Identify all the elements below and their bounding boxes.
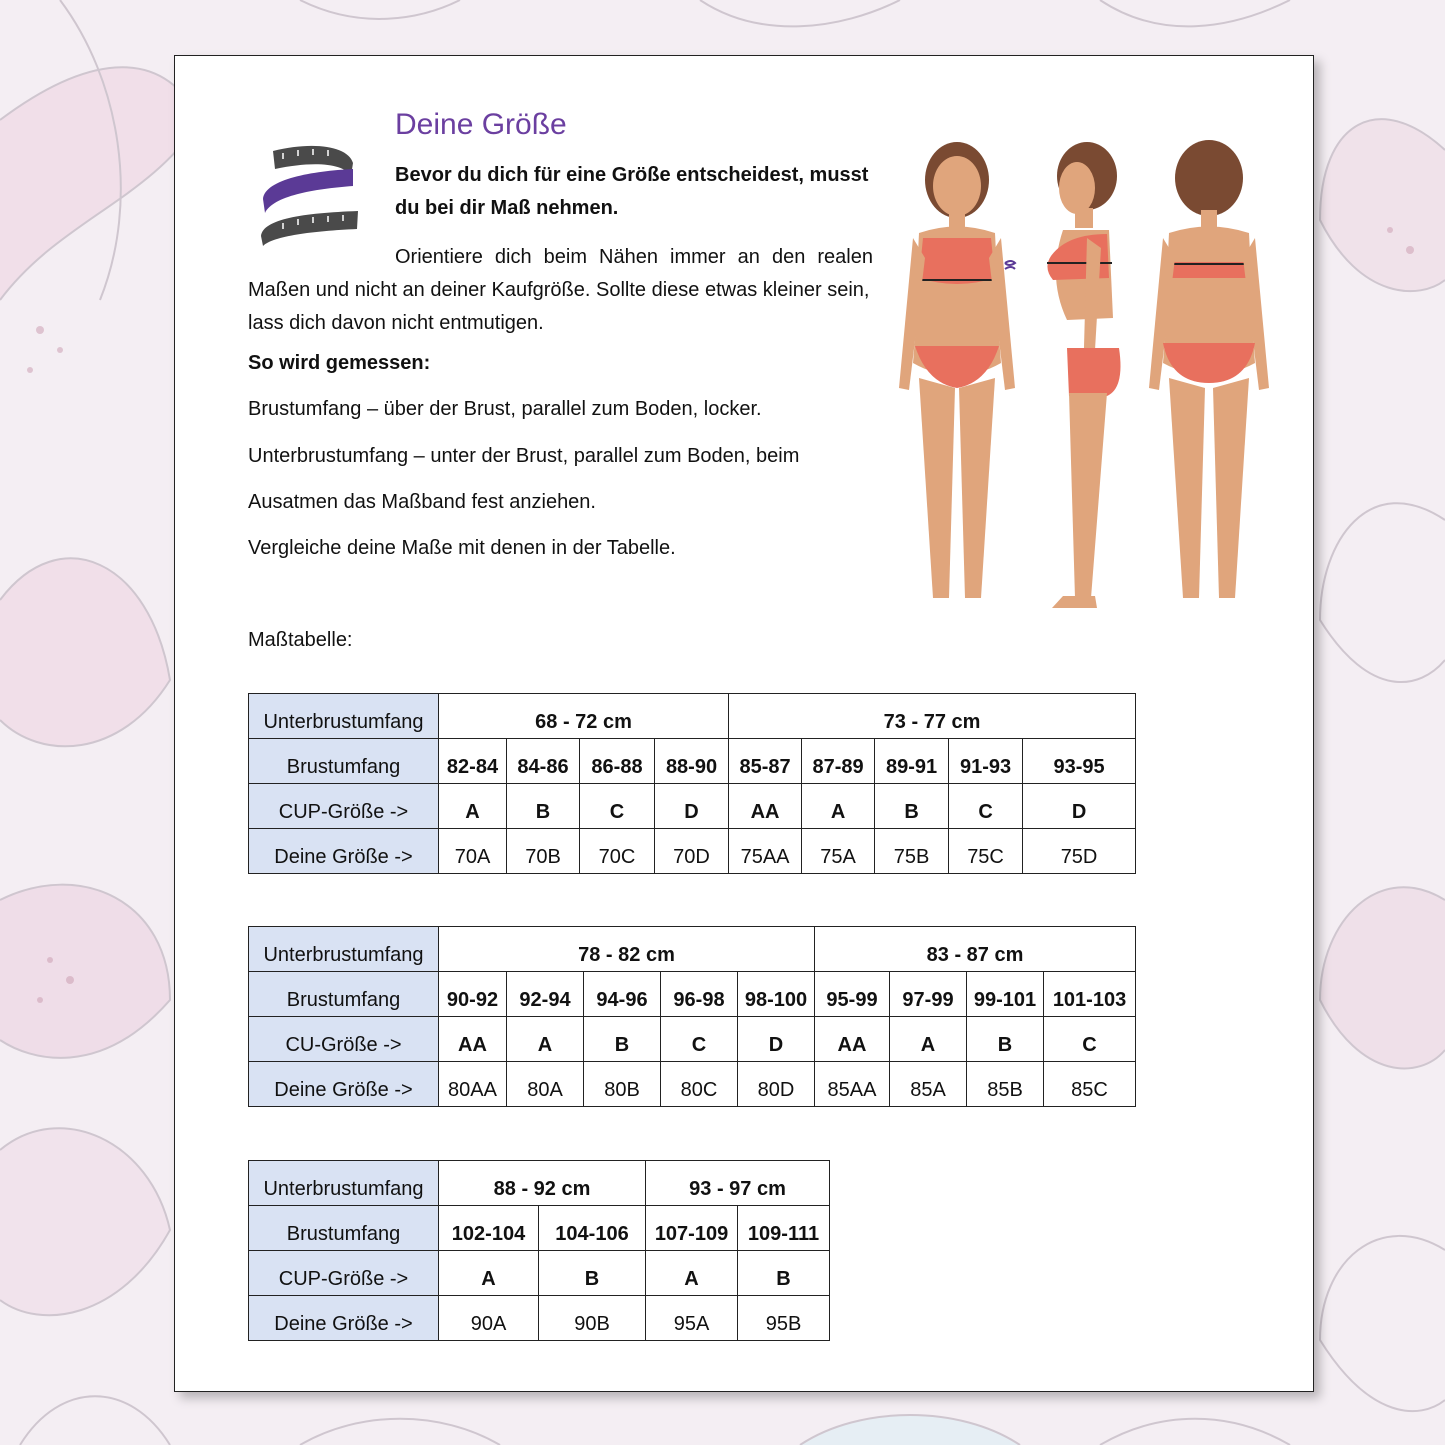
measure-instruction: Unterbrustumfang – unter der Brust, parallel zum Boden, beim	[248, 445, 800, 467]
bust-cell: 89-91	[875, 739, 949, 784]
size-table-3	[248, 1160, 830, 1341]
size-cell: 80C	[661, 1062, 738, 1107]
cup-cell: D	[655, 784, 729, 829]
bust-cell: 82-84	[439, 739, 507, 784]
underbust-group: 83 - 87 cm	[815, 927, 1136, 972]
row-header: CUP-Größe ->	[249, 784, 439, 829]
intro-text: Maßen und nicht an deiner Kaufgröße. Sollte diese etwas kleiner sein, lass dich davon nicht entmutigen.	[248, 279, 870, 334]
size-cell: 75D	[1023, 829, 1136, 874]
cup-cell: D	[738, 1017, 815, 1062]
bust-cell: 92-94	[507, 972, 584, 1017]
table-row	[249, 927, 1136, 972]
row-header: Unterbrustumfang	[249, 1161, 439, 1206]
measure-instruction: Brustumfang – über der Brust, parallel zum Boden, locker.	[248, 398, 762, 420]
cup-cell: B	[507, 784, 580, 829]
cup-cell: AA	[439, 1017, 507, 1062]
size-cell: 80D	[738, 1062, 815, 1107]
bust-cell: 95-99	[815, 972, 890, 1017]
bust-cell: 102-104	[439, 1206, 539, 1251]
cup-cell: B	[967, 1017, 1044, 1062]
table-row	[249, 1206, 830, 1251]
cup-cell: B	[584, 1017, 661, 1062]
table-row	[249, 972, 1136, 1017]
size-cell: 95B	[738, 1296, 830, 1341]
row-header: Deine Größe ->	[249, 829, 439, 874]
size-cell: 80B	[584, 1062, 661, 1107]
size-cell: 80A	[507, 1062, 584, 1107]
cup-cell: B	[539, 1251, 646, 1296]
table-row	[249, 694, 1136, 739]
bust-cell: 90-92	[439, 972, 507, 1017]
cup-cell: B	[875, 784, 949, 829]
bust-cell: 91-93	[949, 739, 1023, 784]
cup-cell: C	[580, 784, 655, 829]
bust-cell: 101-103	[1044, 972, 1136, 1017]
row-header: CU-Größe ->	[249, 1017, 439, 1062]
measure-instruction: Ausatmen das Maßband fest anziehen.	[248, 491, 596, 513]
lead-text: Bevor du dich für eine Größe entscheidest, musst du bei dir Maß nehmen.	[395, 164, 869, 219]
size-cell: 85C	[1044, 1062, 1136, 1107]
size-cell: 70A	[439, 829, 507, 874]
underbust-group: 88 - 92 cm	[439, 1161, 646, 1206]
size-cell: 75C	[949, 829, 1023, 874]
page-title: Deine Größe	[395, 108, 567, 141]
bust-cell: 93-95	[1023, 739, 1136, 784]
back-figure	[1149, 140, 1269, 598]
bust-cell: 107-109	[646, 1206, 738, 1251]
cup-cell: A	[802, 784, 875, 829]
row-header: Brustumfang	[249, 972, 439, 1017]
table-row	[249, 784, 1136, 829]
bust-cell: 85-87	[729, 739, 802, 784]
bust-cell: 84-86	[507, 739, 580, 784]
bust-cell: 96-98	[661, 972, 738, 1017]
table-row	[249, 1251, 830, 1296]
row-header: Brustumfang	[249, 739, 439, 784]
cup-cell: A	[507, 1017, 584, 1062]
underbust-group: 68 - 72 cm	[439, 694, 729, 739]
measuring-tape-icon	[253, 141, 363, 251]
size-cell: 75A	[802, 829, 875, 874]
bust-cell: 88-90	[655, 739, 729, 784]
row-header: Unterbrustumfang	[249, 927, 439, 972]
cup-cell: B	[738, 1251, 830, 1296]
table-row	[249, 1017, 1136, 1062]
bust-cell: 87-89	[802, 739, 875, 784]
table-row	[249, 1161, 830, 1206]
cup-cell: A	[439, 1251, 539, 1296]
row-header: CUP-Größe ->	[249, 1251, 439, 1296]
front-figure	[899, 142, 1015, 598]
size-cell: 75AA	[729, 829, 802, 874]
size-cell: 70D	[655, 829, 729, 874]
bust-cell: 98-100	[738, 972, 815, 1017]
underbust-group: 73 - 77 cm	[729, 694, 1136, 739]
bust-cell: 104-106	[539, 1206, 646, 1251]
size-cell: 85B	[967, 1062, 1044, 1107]
bust-cell: 99-101	[967, 972, 1044, 1017]
row-header: Deine Größe ->	[249, 1062, 439, 1107]
size-guide-page	[174, 55, 1314, 1392]
cup-cell: A	[890, 1017, 967, 1062]
cup-cell: AA	[815, 1017, 890, 1062]
size-cell: 95A	[646, 1296, 738, 1341]
row-header: Unterbrustumfang	[249, 694, 439, 739]
table-row	[249, 829, 1136, 874]
size-cell: 85A	[890, 1062, 967, 1107]
underbust-group: 93 - 97 cm	[646, 1161, 830, 1206]
row-header: Brustumfang	[249, 1206, 439, 1251]
underbust-group: 78 - 82 cm	[439, 927, 815, 972]
size-cell: 70C	[580, 829, 655, 874]
body-measurement-illustration	[887, 138, 1277, 618]
cup-cell: AA	[729, 784, 802, 829]
size-cell: 70B	[507, 829, 580, 874]
bust-cell: 109-111	[738, 1206, 830, 1251]
bust-cell: 86-88	[580, 739, 655, 784]
cup-cell: C	[661, 1017, 738, 1062]
cup-cell: C	[1044, 1017, 1136, 1062]
bust-cell: 97-99	[890, 972, 967, 1017]
table-row	[249, 1062, 1136, 1107]
size-cell: 90B	[539, 1296, 646, 1341]
size-cell: 75B	[875, 829, 949, 874]
table-row	[249, 1296, 830, 1341]
cup-cell: A	[439, 784, 507, 829]
side-figure	[1047, 142, 1121, 608]
size-cell: 90A	[439, 1296, 539, 1341]
cup-cell: D	[1023, 784, 1136, 829]
cup-cell: A	[646, 1251, 738, 1296]
table-label: Maßtabelle:	[248, 629, 353, 651]
row-header: Deine Größe ->	[249, 1296, 439, 1341]
cup-cell: C	[949, 784, 1023, 829]
how-to-measure-heading: So wird gemessen:	[248, 352, 431, 374]
size-table-2	[248, 926, 1136, 1107]
bust-cell: 94-96	[584, 972, 661, 1017]
intro-text-first-line: Orientiere dich beim Nähen immer an den realen	[395, 246, 873, 268]
size-table-1	[248, 693, 1136, 874]
size-cell: 85AA	[815, 1062, 890, 1107]
size-cell: 80AA	[439, 1062, 507, 1107]
measure-instruction: Vergleiche deine Maße mit denen in der Tabelle.	[248, 537, 676, 559]
table-row	[249, 739, 1136, 784]
